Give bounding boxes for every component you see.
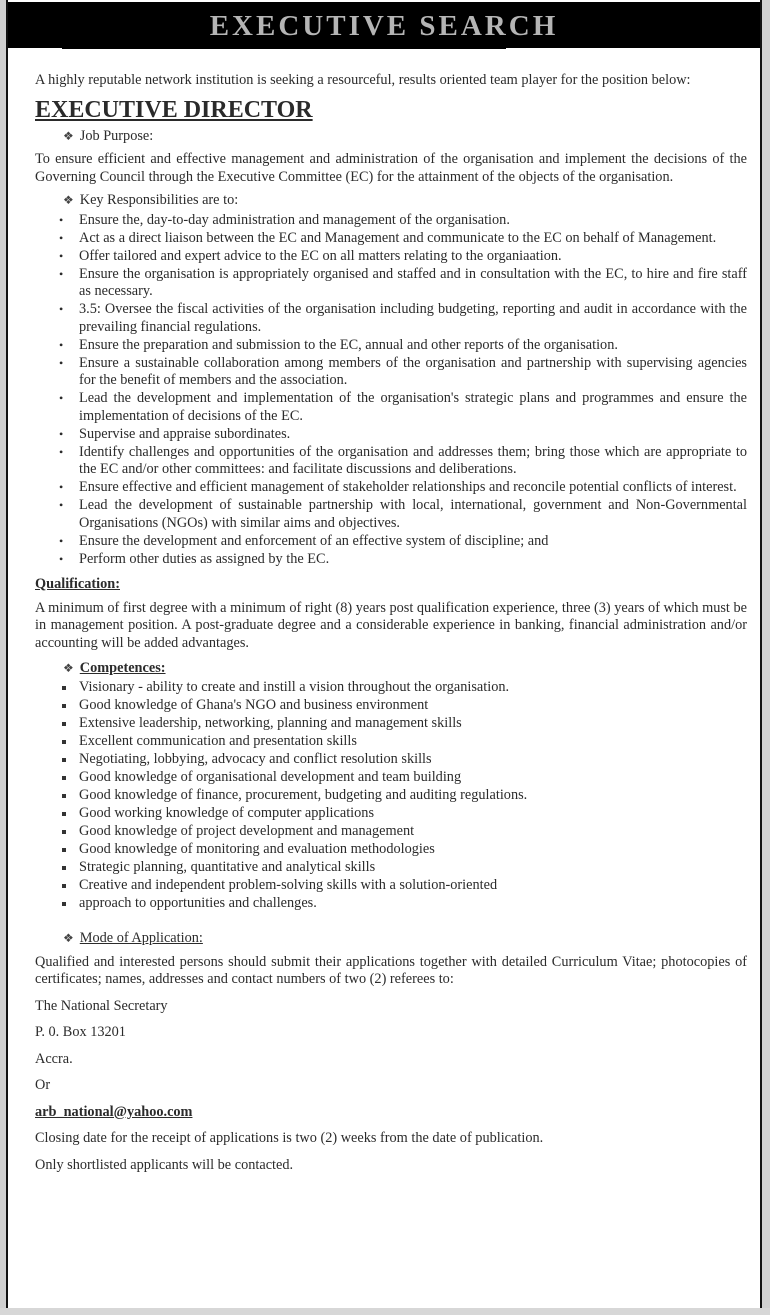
responsibility-item <box>35 337 747 355</box>
competence-text: Creative and independent problem-solving skills with a solution-oriented <box>79 876 498 893</box>
square-bullet-icon <box>62 722 66 726</box>
bullet-icon <box>59 266 63 284</box>
responsibilities-label: Key Responsibilities are to: <box>79 192 239 208</box>
bullet-icon <box>59 337 63 355</box>
responsibility-text: Lead the development and implementation of the organisation's strategic plans and programmes and ensure the implementation of decisions of the EC. <box>79 390 747 424</box>
competence-text: Good knowledge of organisational development and team building <box>79 768 462 785</box>
diamond-bullet-icon: ❖ <box>63 193 74 207</box>
responsibility-item <box>35 355 747 390</box>
banner-tab <box>62 46 506 49</box>
responsibilities-heading <box>35 192 747 210</box>
competence-item <box>35 733 747 751</box>
competence-item <box>35 751 747 769</box>
competence-text: approach to opportunities and challenges. <box>79 894 317 911</box>
square-bullet-icon <box>62 884 66 888</box>
square-bullet-icon <box>62 830 66 834</box>
square-bullet-icon <box>62 902 66 906</box>
responsibility-text: Ensure the development and enforcement of an effective system of discipline; and <box>79 532 549 549</box>
email-link[interactable]: arb_national@yahoo.com <box>35 1103 193 1120</box>
diamond-bullet-icon: ❖ <box>63 931 74 945</box>
responsibility-text: Identify challenges and opportunities of the organisation and addresses them; bring those which are appropriate to the EC and/or other committees: and facilitate discussions and deliberations. <box>79 443 747 477</box>
application-text: Qualified and interested persons should submit their applications together with detailed Curriculum Vitae; photocopies of certificates; names, addresses and contact numbers of two (2) referees to: <box>35 953 747 987</box>
responsibility-item <box>35 266 747 301</box>
bullet-icon <box>59 355 63 373</box>
square-bullet-icon <box>62 740 66 744</box>
application-heading <box>35 930 747 948</box>
responsibility-item <box>35 390 747 425</box>
responsibility-text: Supervise and appraise subordinates. <box>79 425 291 442</box>
job-title: EXECUTIVE DIRECTOR <box>35 96 313 123</box>
competences-list <box>35 679 747 913</box>
closing-date-text: Closing date for the receipt of applications is two (2) weeks from the date of publication. <box>35 1130 544 1146</box>
competence-item <box>35 697 747 715</box>
competence-item <box>35 787 747 805</box>
responsibility-item <box>35 212 747 230</box>
qualification-heading: Qualification: <box>35 576 120 592</box>
responsibility-item <box>35 551 747 569</box>
competence-text: Good knowledge of finance, procurement, budgeting and auditing regulations. <box>79 786 528 803</box>
square-bullet-icon <box>62 704 66 708</box>
responsibility-item <box>35 497 747 532</box>
competences-heading <box>35 660 747 678</box>
responsibility-text: Act as a direct liaison between the EC and Management and communicate to the EC on behalf of Management. <box>79 229 717 246</box>
responsibility-item <box>35 301 747 336</box>
banner-title: EXECUTIVE SEARCH <box>209 10 559 42</box>
responsibility-item <box>35 479 747 497</box>
responsibility-text: 3.5: Oversee the fiscal activities of the organisation including budgeting, reporting and audit in accordance with the prevailing financial regulations. <box>79 301 747 335</box>
qualification-text: A minimum of first degree with a minimum of right (8) years post qualification experience, three (3) years of which must be in management position. A post-graduate degree and a considerable experience in banking, financial administration and/or accounting will be added advantages. <box>35 599 747 651</box>
competence-text: Good knowledge of project development and management <box>79 822 415 839</box>
responsibility-text: Ensure a sustainable collaboration among members of the organisation and partnership with supervising agencies for the benefit of members and the association. <box>79 354 747 388</box>
competence-text: Good working knowledge of computer applications <box>79 804 375 821</box>
competence-item <box>35 769 747 787</box>
square-bullet-icon <box>62 776 66 780</box>
responsibility-text: Ensure effective and efficient management of stakeholder relationships and reconcile potential conflicts of interest. <box>79 479 737 495</box>
bullet-icon <box>59 444 63 462</box>
responsibility-text: Perform other duties as assigned by the EC. <box>79 550 330 567</box>
competence-text: Strategic planning, quantitative and analytical skills <box>79 858 376 875</box>
bullet-icon <box>59 248 63 266</box>
bullet-icon <box>59 479 63 497</box>
competence-item <box>35 823 747 841</box>
square-bullet-icon <box>62 758 66 762</box>
diamond-bullet-icon: ❖ <box>63 128 74 143</box>
competence-item <box>35 805 747 823</box>
address-line-1: The National Secretary <box>35 997 168 1014</box>
responsibility-text: Offer tailored and expert advice to the EC on all matters relating to the organiaation. <box>79 247 562 264</box>
responsibility-text: Ensure the organisation is appropriately organised and staffed and in consultation with the EC, to hire and fire staff as necessary. <box>79 265 747 299</box>
responsibility-text: Ensure the preparation and submission to the EC, annual and other reports of the organisation. <box>79 336 618 353</box>
address-line-2: P. 0. Box 13201 <box>35 1024 126 1040</box>
responsibility-text: Ensure the, day-to-day administration and management of the organisation. <box>79 211 510 228</box>
job-purpose-heading <box>35 128 747 146</box>
responsibility-item <box>35 444 747 479</box>
job-purpose-label: Job Purpose: <box>79 127 154 144</box>
bullet-icon <box>59 212 63 230</box>
bottom-bar <box>0 1308 770 1315</box>
square-bullet-icon <box>62 866 66 870</box>
shortlist-note: Only shortlisted applicants will be contacted. <box>35 1156 294 1173</box>
bullet-icon <box>59 426 63 444</box>
responsibility-item <box>35 533 747 551</box>
application-label: Mode of Application: <box>79 930 203 946</box>
competence-text: Visionary - ability to create and instill a vision throughout the organisation. <box>79 678 510 695</box>
square-bullet-icon <box>62 794 66 798</box>
responsibility-item <box>35 426 747 444</box>
competence-item <box>35 841 747 859</box>
square-bullet-icon <box>62 812 66 816</box>
competence-item <box>35 715 747 733</box>
square-bullet-icon <box>62 848 66 852</box>
intro-text: A highly reputable network institution is seeking a resourceful, results oriented team player for the position below: <box>35 72 691 88</box>
competence-text: Negotiating, lobbying, advocacy and conflict resolution skills <box>79 750 432 767</box>
competence-item <box>35 859 747 877</box>
bullet-icon <box>59 230 63 248</box>
job-purpose-text: To ensure efficient and effective management and administration of the organisation and implement the decisions of the Governing Council through the Executive Committee (EC) for the attainment of the objects of the organisation. <box>35 151 747 185</box>
competence-text: Extensive leadership, networking, planning and management skills <box>79 714 462 731</box>
bullet-icon <box>59 551 63 569</box>
responsibility-item <box>35 230 747 248</box>
square-bullet-icon <box>62 686 66 690</box>
competence-text: Good knowledge of monitoring and evaluation methodologies <box>79 840 435 857</box>
bullet-icon <box>59 533 63 551</box>
or-text: Or <box>35 1077 51 1093</box>
competence-item <box>35 877 747 895</box>
responsibility-text: Lead the development of sustainable partnership with local, international, government and Non-Governmental Organisations (NGOs) with similar aims and objectives. <box>79 497 747 531</box>
diamond-bullet-icon: ❖ <box>63 661 74 675</box>
competence-text: Excellent communication and presentation skills <box>79 732 357 749</box>
bullet-icon <box>59 497 63 515</box>
header-banner <box>8 2 760 48</box>
responsibilities-list <box>35 212 747 569</box>
advert-page <box>6 0 762 1308</box>
bullet-icon <box>59 301 63 319</box>
competence-item <box>35 895 747 913</box>
competences-label: Competences: <box>79 660 166 676</box>
competence-item <box>35 679 747 697</box>
responsibility-item <box>35 248 747 266</box>
competence-text: Good knowledge of Ghana's NGO and business environment <box>79 696 429 713</box>
bullet-icon <box>59 390 63 408</box>
address-line-3: Accra. <box>35 1050 73 1067</box>
advert-content <box>35 72 747 1183</box>
